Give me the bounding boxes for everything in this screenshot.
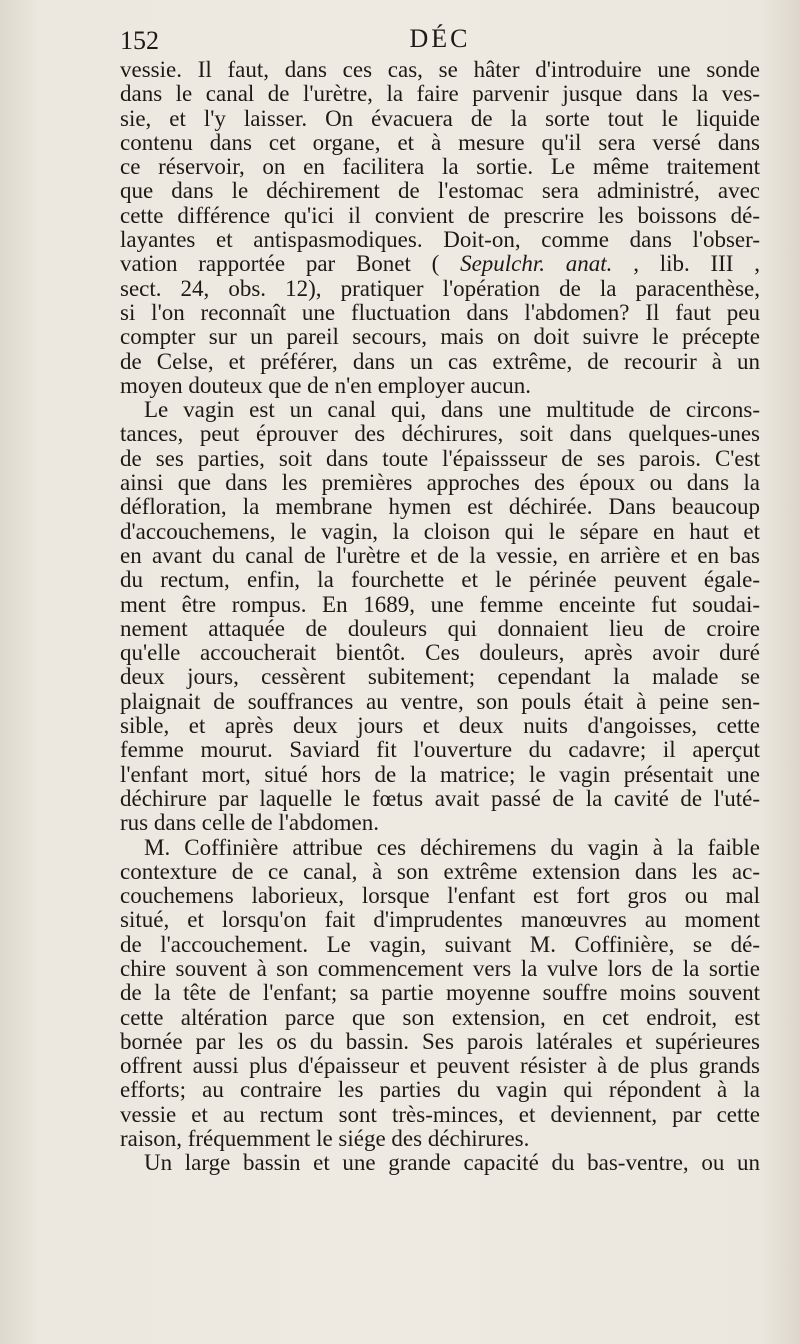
text-line: M. Coffinière attribue ces déchiremens du vagin à la faible: [144, 834, 760, 860]
text-line: du rectum, enfin, la fourchette et le périnée peuvent égale-: [120, 567, 760, 593]
text-line: cette altération parce que son extension, en cet endroit, est: [120, 1004, 760, 1030]
text-line: deux jours, cessèrent subitement; cependant la malade se: [120, 664, 760, 690]
text-line: situé, et lorsqu'on fait d'imprudentes manœuvres au moment: [120, 907, 760, 933]
text-line: chire souvent à son commencement vers la vulve lors de la sortie: [120, 955, 760, 981]
text-line: de l'accouchement. Le vagin, suivant M. Coffinière, se dé-: [120, 931, 760, 957]
text-line: en avant du canal de l'urètre et de la vessie, en arrière et en bas: [120, 542, 760, 568]
page-header: [120, 20, 760, 56]
text-line: layantes et antispasmodiques. Doit-on, comme dans l'obser-: [120, 227, 760, 253]
text-line: ainsi que dans les premières approches des époux ou dans la: [120, 470, 760, 496]
text-line: d'accouchemens, le vagin, la cloison qui le sépare en haut et: [120, 518, 760, 544]
text-line: compter sur un pareil secours, mais on doit suivre le précepte: [120, 324, 760, 350]
text-line: déchirure par laquelle le fœtus avait passé de la cavité de l'uté-: [120, 785, 760, 811]
text-line: plaignait de souffrances au ventre, son pouls était à peine sen-: [120, 688, 760, 714]
text-line: rus dans celle de l'abdomen.: [120, 810, 379, 836]
text-line: cette différence qu'ici il convient de prescrire les boissons dé-: [120, 202, 760, 228]
text-line: Un large bassin et une grande capacité du bas-ventre, ou un: [144, 1150, 760, 1176]
running-head: DÉC: [409, 24, 471, 53]
text-line: vessie. Il faut, dans ces cas, se hâter d'introduire une sonde: [120, 57, 760, 82]
text-line: vessie et au rectum sont très-minces, et deviennent, par cette: [120, 1101, 760, 1127]
text-line: sible, et après deux jours et deux nuits d'angoisses, cette: [120, 713, 760, 739]
text-line: efforts; au contraire les parties du vagin qui répondent à la: [120, 1077, 760, 1103]
text-line: offrent aussi plus d'épaisseur et peuvent résister à de plus grands: [120, 1053, 760, 1079]
text-line: dans le canal de l'urètre, la faire parvenir jusque dans la ves-: [120, 81, 760, 107]
text-line: l'enfant mort, situé hors de la matrice; le vagin présentait une: [120, 761, 760, 787]
text-line: ce réservoir, on en facilitera la sortie. Le même traitement: [120, 154, 760, 180]
text-line: contexture de ce canal, à son extrême extension dans les ac-: [120, 858, 760, 884]
text-line: sect. 24, obs. 12), pratiquer l'opération de la paracenthèse,: [120, 275, 760, 301]
text-line: de la tête de l'enfant; sa partie moyenne souffre moins souvent: [120, 980, 760, 1006]
text-line: femme mourut. Saviard fit l'ouverture du cadavre; il aperçut: [120, 737, 760, 763]
text-line: tances, peut éprouver des déchirures, soit dans quelques-unes: [120, 421, 760, 447]
text-line: couchemens laborieux, lorsque l'enfant est fort gros ou mal: [120, 883, 760, 909]
text-line: que dans le déchirement de l'estomac sera administré, avec: [120, 178, 760, 204]
text-line: de ses parties, soit dans toute l'épaissseur de ses parois. C'est: [120, 445, 760, 471]
page-number: 152: [120, 26, 159, 55]
text-line: vation rapportée par Bonet ( Sepulchr. anat. , lib. III ,: [120, 251, 760, 277]
text-line: nement attaquée de douleurs qui donnaient lieu de croire: [120, 615, 760, 641]
body-text: [120, 58, 760, 1176]
text-line: raison, fréquemment le siége des déchirures.: [120, 1126, 530, 1152]
text-line: sie, et l'y laisser. On évacuera de la sorte tout le liquide: [120, 105, 760, 131]
text-line: défloration, la membrane hymen est déchirée. Dans beaucoup: [120, 494, 760, 520]
text-line: de Celse, et préférer, dans un cas extrême, de recourir à un: [120, 348, 760, 374]
text-line: contenu dans cet organe, et à mesure qu'il sera versé dans: [120, 129, 760, 155]
text-line: si l'on reconnaît une fluctuation dans l'abdomen? Il faut peu: [120, 299, 760, 325]
text-line: bornée par les os du bassin. Ses parois latérales et supérieures: [120, 1028, 760, 1054]
text-line: qu'elle accoucherait bientôt. Ces douleurs, après avoir duré: [120, 640, 760, 666]
text-line: ment être rompus. En 1689, une femme enceinte fut soudai-: [120, 591, 760, 617]
text-line: Le vagin est un canal qui, dans une multitude de circons-: [144, 397, 760, 423]
text-line: moyen douteux que de n'en employer aucun.: [120, 372, 531, 398]
